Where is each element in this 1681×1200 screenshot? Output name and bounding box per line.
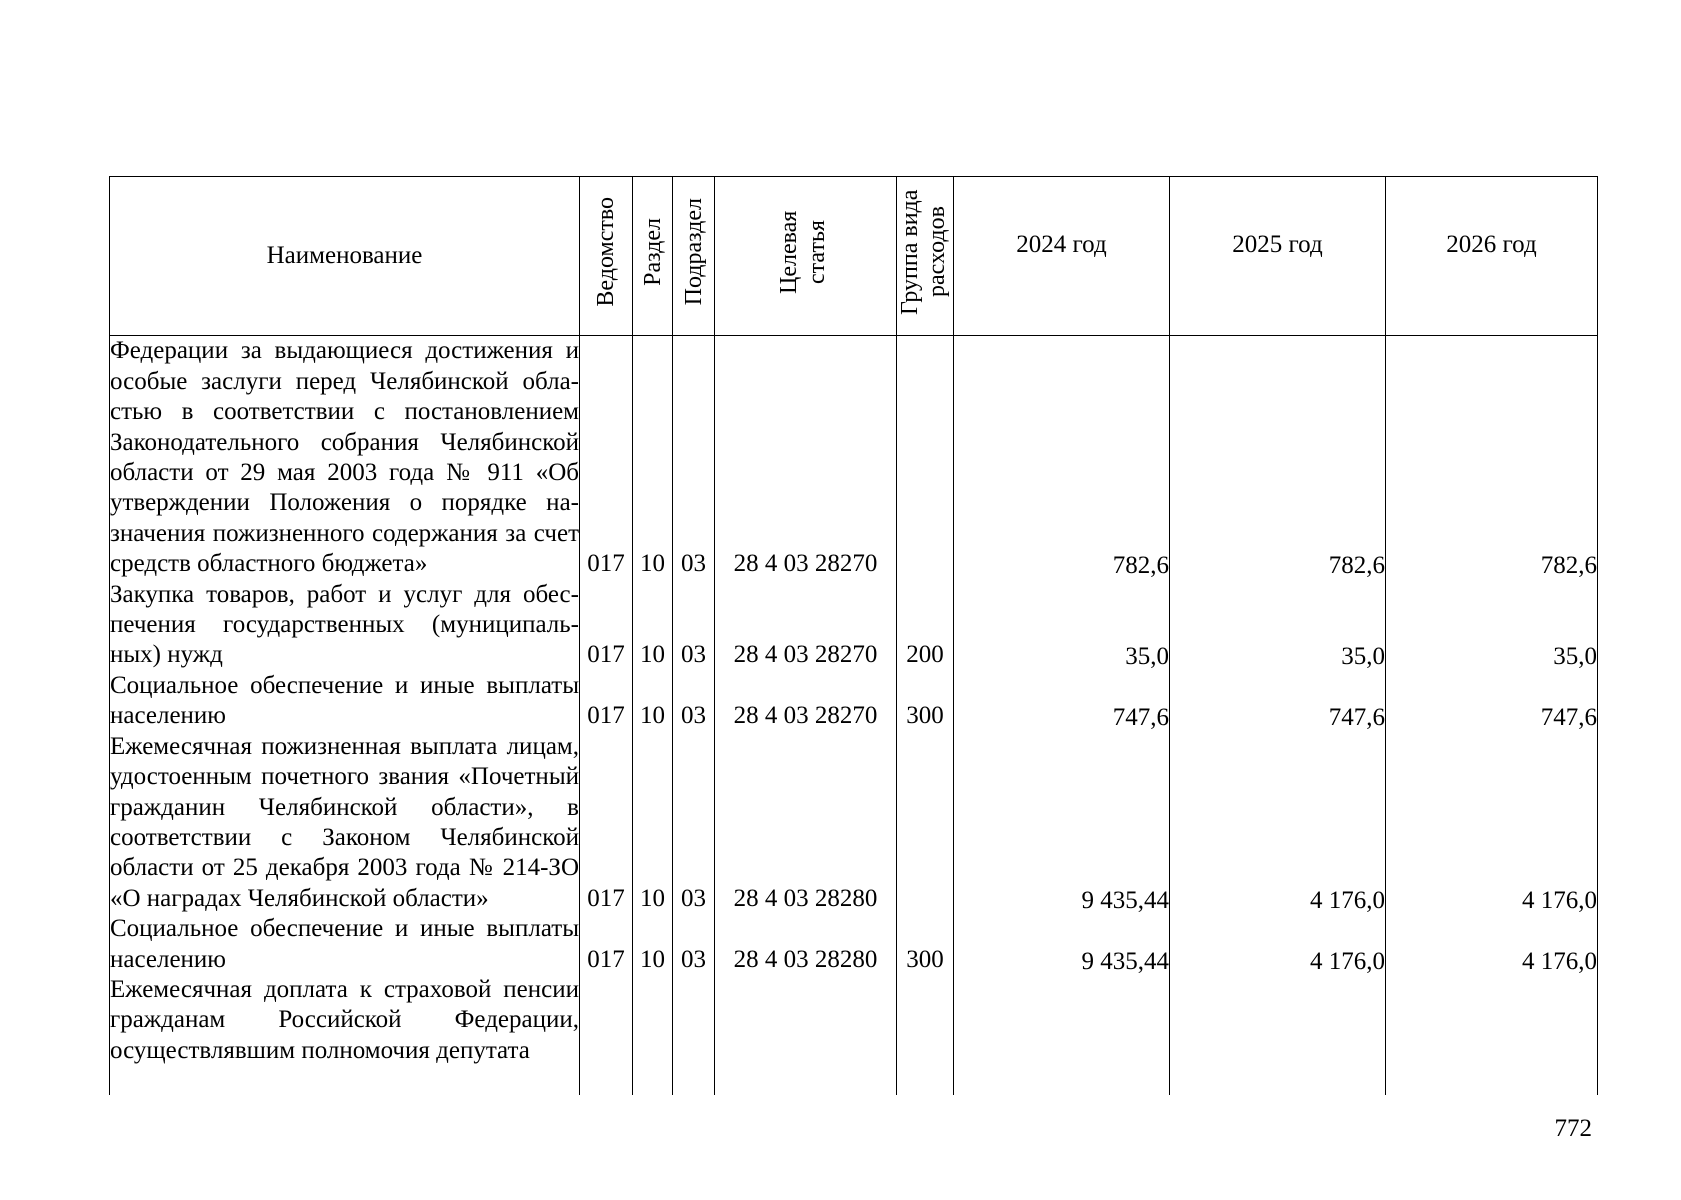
row-razdel: 10 [633, 580, 673, 671]
header-celevaya-statya: Целевая статья [715, 177, 897, 336]
row-podrazdel: 03 [673, 336, 715, 580]
row-podrazdel: 03 [673, 671, 715, 732]
row-value-2024: 747,6 [954, 671, 1170, 732]
row-celevaya-statya: 28 4 03 28270 [715, 336, 897, 580]
row-gruppa: 200 [897, 580, 954, 671]
header-year-2025: 2025 год [1170, 177, 1386, 336]
row-celevaya-statya: 28 4 03 28270 [715, 580, 897, 671]
row-vedomstvo: 017 [580, 914, 633, 975]
row-vedomstvo: 017 [580, 580, 633, 671]
row-celevaya-statya: 28 4 03 28270 [715, 671, 897, 732]
header-razdel: Раздел [633, 177, 673, 336]
row-podrazdel: 03 [673, 914, 715, 975]
table-row [110, 914, 1598, 975]
row-gruppa [897, 336, 954, 580]
row-name: Федерации за выдающиеся достижения и особые заслуги перед Челябинской областью в соответствии с постановлением Законодательного собрания Челябинской области от 29 мая 2003 года № 911 «Об утверждении Положения о порядке назначения пожизненного содержания за счет средств областного бюджета» [110, 336, 580, 580]
row-value-2025 [1170, 975, 1386, 1095]
budget-table [109, 176, 1598, 1095]
row-value-2024: 782,6 [954, 336, 1170, 580]
row-name: Ежемесячная пожизненная выплата лицам, удостоенным почетного звания «Почетный гражданин Челябинской области», в соответствии с Законом Челябинской области от 25 декабря 2003 года № 214-ЗО «О наградах Челябинской области» [110, 732, 580, 914]
table-row [110, 336, 1598, 580]
page-number: 772 [1554, 1115, 1592, 1142]
header-podrazdel: Подраздел [673, 177, 715, 336]
row-razdel [633, 975, 673, 1095]
row-vedomstvo: 017 [580, 732, 633, 914]
row-podrazdel: 03 [673, 580, 715, 671]
row-value-2024: 9 435,44 [954, 732, 1170, 914]
row-razdel: 10 [633, 914, 673, 975]
row-razdel: 10 [633, 732, 673, 914]
table-body [110, 336, 1598, 1095]
row-celevaya-statya: 28 4 03 28280 [715, 732, 897, 914]
row-gruppa [897, 975, 954, 1095]
row-value-2024: 9 435,44 [954, 914, 1170, 975]
row-celevaya-statya: 28 4 03 28280 [715, 914, 897, 975]
row-vedomstvo: 017 [580, 671, 633, 732]
row-gruppa: 300 [897, 914, 954, 975]
row-value-2026: 782,6 [1386, 336, 1598, 580]
header-gruppa-vida-rashodov: Группа вида расходов [897, 177, 954, 336]
row-vedomstvo: 017 [580, 336, 633, 580]
table-header [110, 177, 1598, 336]
row-value-2025: 35,0 [1170, 580, 1386, 671]
row-value-2026: 35,0 [1386, 580, 1598, 671]
header-vedomstvo: Ведомство [580, 177, 633, 336]
header-year-2024: 2024 год [954, 177, 1170, 336]
row-value-2024 [954, 975, 1170, 1095]
row-name: Социальное обеспечение и иные выплаты населению [110, 914, 580, 975]
row-gruppa [897, 732, 954, 914]
table-row [110, 732, 1598, 914]
row-name: Социальное обеспечение и иные выплаты населению [110, 671, 580, 732]
row-value-2025: 782,6 [1170, 336, 1386, 580]
table-row [110, 671, 1598, 732]
row-vedomstvo [580, 975, 633, 1095]
row-value-2025: 747,6 [1170, 671, 1386, 732]
row-value-2026: 4 176,0 [1386, 732, 1598, 914]
row-gruppa: 300 [897, 671, 954, 732]
row-podrazdel: 03 [673, 732, 715, 914]
row-razdel: 10 [633, 336, 673, 580]
row-value-2024: 35,0 [954, 580, 1170, 671]
header-name: Наименование [110, 177, 580, 336]
row-value-2026 [1386, 975, 1598, 1095]
row-name: Закупка товаров, работ и услуг для обеспечения государственных (муниципальных) нужд [110, 580, 580, 671]
row-value-2026: 747,6 [1386, 671, 1598, 732]
row-name: Ежемесячная доплата к страховой пенсии гражданам Российской Федерации, осуществлявшим полномочия депутата [110, 975, 580, 1095]
table-row [110, 975, 1598, 1095]
row-razdel: 10 [633, 671, 673, 732]
row-celevaya-statya [715, 975, 897, 1095]
row-value-2025: 4 176,0 [1170, 914, 1386, 975]
row-value-2025: 4 176,0 [1170, 732, 1386, 914]
table-row [110, 580, 1598, 671]
row-value-2026: 4 176,0 [1386, 914, 1598, 975]
header-year-2026: 2026 год [1386, 177, 1598, 336]
row-podrazdel [673, 975, 715, 1095]
